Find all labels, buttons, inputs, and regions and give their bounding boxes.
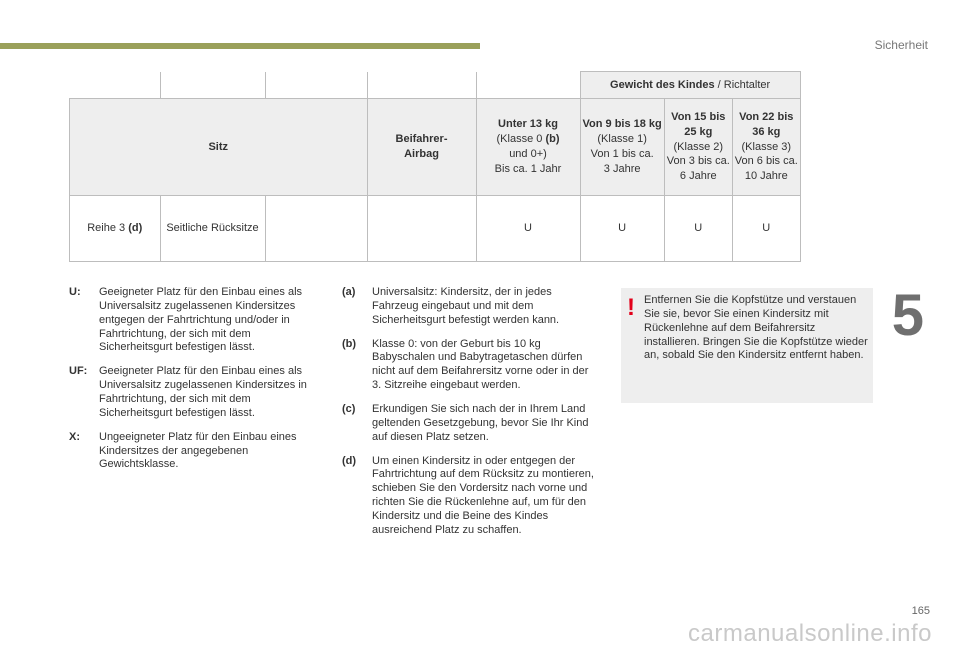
section-title: Sicherheit: [874, 38, 928, 52]
value-cell: U: [580, 196, 664, 262]
weight-header: Gewicht des Kindes / Richtalter: [580, 72, 800, 99]
row-position: Seitliche Rücksitze: [160, 196, 265, 262]
legend-item: U: Geeigneter Platz für den Einbau eines als Universalsitz zugelassenen Kindersitzes entgegen der Fahrtrichtung und/oder in Fahrtrichtung, der sich mit dem Sicherheitsgurt befestigen lässt.: [69, 286, 303, 354]
note-item: (b) Klasse 0: von der Geburt bis 10 kg Babyschalen und Babytragetaschen dürfen nicht auf dem Beifahrersitz vorne oder in der 3. Sitzreihe eingebaut werden.: [342, 337, 589, 392]
group-3-header: Von 22 bis 36 kg (Klasse 3) Von 6 bis ca. 10 Jahre: [732, 99, 800, 196]
row-label: Reihe 3 (d): [70, 196, 161, 262]
child-seat-table: [69, 71, 801, 262]
header-accent-bar: [0, 43, 480, 49]
note-item: (a) Universalsitz: Kindersitz, der in jedes Fahrzeug eingebaut und mit dem Sicherheitsgurt befestigt werden kann.: [342, 286, 560, 326]
note-item: (c) Erkundigen Sie sich nach der in Ihrem Land geltenden Gesetzgebung, bevor Sie Ihr Kind auf diesen Platz setzen.: [342, 403, 589, 443]
warning-box: [621, 288, 873, 403]
note-item: (d) Um einen Kindersitz in oder entgegen der Fahrtrichtung auf dem Rücksitz zu montieren, schieben Sie den Vordersitz nach vorne und richten Sie die Rückenlehne auf, um für den Kindersitz und die Beine des Kindes ausreichend Platz zu schaffen.: [342, 454, 594, 536]
group-0-header: Unter 13 kg (Klasse 0 (b) und 0+) Bis ca. 1 Jahr: [476, 99, 580, 196]
seat-header: Sitz: [70, 99, 368, 196]
group-2-header: Von 15 bis 25 kg (Klasse 2) Von 3 bis ca. 6 Jahre: [664, 99, 732, 196]
group-1-header: Von 9 bis 18 kg (Klasse 1) Von 1 bis ca. 3 Jahre: [580, 99, 664, 196]
airbag-header: Beifahrer- Airbag: [367, 99, 476, 196]
legend-item: X: Ungeeigneter Platz für den Einbau eines Kindersitzes der angegebenen Gewichtsklasse.: [69, 430, 297, 471]
notes-list: [342, 286, 600, 548]
value-cell: U: [664, 196, 732, 262]
legend-item: UF: Geeigneter Platz für den Einbau eines als Universalsitz zugelassenen Kindersitzes in Fahrtrichtung, der sich mit dem Sicherheitsgurt befestigen lässt.: [69, 365, 307, 419]
watermark: carmanualsonline.info: [688, 620, 932, 647]
warning-text: Entfernen Sie die Kopfstütze und verstauen Sie sie, bevor Sie einen Kindersitz mit Rückenlehne auf dem Beifahrersitz installieren. Bringen Sie die Kopfstütze wieder an, sobald Sie den Kindersitz entfernt haben.: [644, 294, 868, 362]
chapter-number: 5: [891, 283, 924, 348]
value-cell: U: [476, 196, 580, 262]
legend-list: [69, 286, 324, 482]
value-cell: U: [732, 196, 800, 262]
warning-exclamation-icon: !: [627, 294, 635, 321]
page-number: 165: [911, 605, 930, 617]
